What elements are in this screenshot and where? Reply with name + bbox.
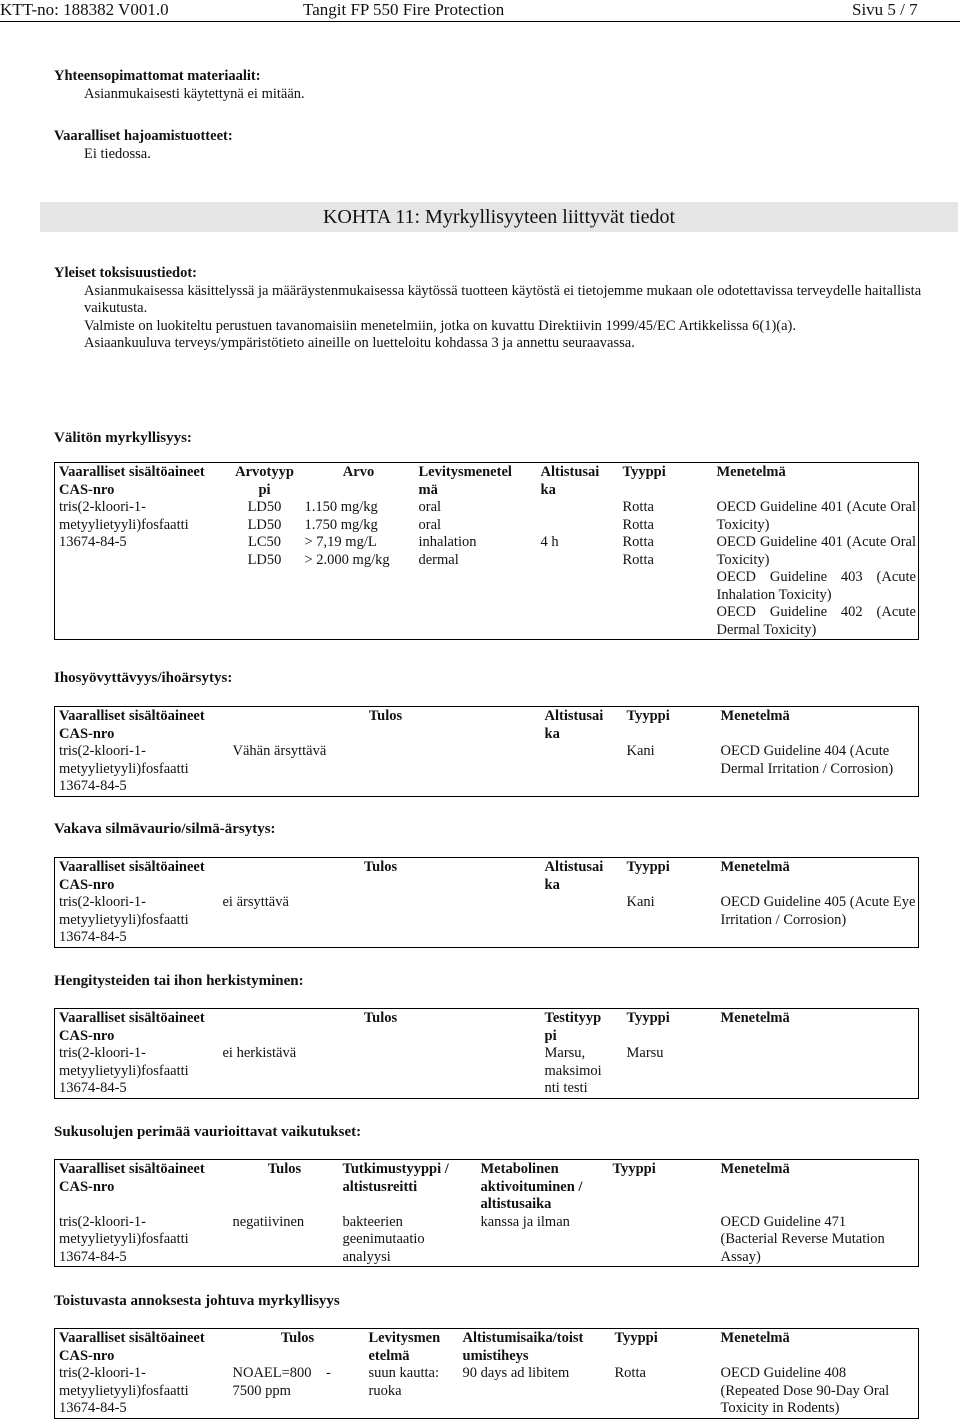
col-result: Tulos (280, 1330, 315, 1346)
col-substance: Vaaralliset sisältöaineet CAS-nro (59, 708, 205, 742)
repeated-dose-table (54, 1328, 919, 1419)
page-number: Sivu 5 / 7 (852, 0, 918, 19)
decomposition-heading: Vaaralliset hajoamistuotteet: (54, 128, 233, 144)
table-row (55, 499, 919, 640)
species-cell: Rotta Rotta Rotta Rotta (622, 499, 654, 568)
col-method: Menetelmä (720, 1330, 790, 1346)
product-name: Tangit FP 550 Fire Protection (303, 0, 505, 19)
sensitization-table (54, 1008, 919, 1099)
species-cell: Kani (626, 743, 655, 759)
study-type-cell: bakteerien geenimutaatio analyysi (342, 1213, 425, 1265)
exposure-cell (541, 743, 623, 796)
col-species: Tyyppi (626, 859, 670, 875)
general-toxicity-heading: Yleiset toksisuustiedot: (54, 265, 197, 281)
value-cell: 1.150 mg/kg 1.750 mg/kg > 7,19 mg/L > 2.000 mg/kg (304, 499, 390, 568)
table-row (55, 1365, 919, 1418)
general-toxicity-p2: Valmiste on luokiteltu perustuen tavanomaisiin menetelmiin, jotka on kuvattu Direktiivin 1999/45/EC Artikkelissa 6(1)(a). (84, 317, 796, 334)
species-cell: Rotta (614, 1365, 646, 1381)
method-cell: OECD Guideline 471 (Bacterial Reverse Mutation Assay) (720, 1213, 885, 1265)
col-exposure: Altistumisaika/toist umistiheys (462, 1330, 584, 1364)
result-cell: ei herkistävä (222, 1045, 297, 1061)
skin-irritation-heading: Ihosyövyttävyys/ihoärsytys: (54, 670, 233, 686)
col-method: Menetelmä (716, 464, 786, 480)
exposure-cell: 4 h (540, 534, 559, 550)
col-species: Tyyppi (626, 708, 670, 724)
col-substance: Vaaralliset sisältöaineet CAS-nro (59, 464, 205, 498)
result-cell: negatiivinen (232, 1213, 305, 1230)
method-cell: OECD Guideline 404 (Acute Dermal Irritation / Corrosion) (720, 743, 894, 777)
exposure-cell (541, 894, 623, 947)
col-test-type: Testityyp pi (544, 1010, 602, 1044)
col-result: Tulos (267, 1161, 302, 1177)
col-result: Tulos (363, 859, 398, 875)
substance-cell: tris(2-kloori-1- metyylietyyli)fosfaatti 13674-84-5 (59, 499, 189, 550)
decomposition-text: Ei tiedossa. (84, 145, 151, 162)
col-substance: Vaaralliset sisältöaineet CAS-nro (59, 1010, 205, 1044)
method-cell: OECD Guideline 405 (Acute Eye Irritation / Corrosion) (720, 894, 916, 928)
table-header-row (55, 1329, 919, 1366)
repeated-dose-heading: Toistuvasta annoksesta johtuva myrkyllisyys (54, 1293, 340, 1309)
col-substance: Vaaralliset sisältöaineet CAS-nro (59, 859, 205, 893)
col-method: Menetelmä (720, 859, 790, 875)
sensitization-heading: Hengitysteiden tai ihon herkistyminen: (54, 973, 304, 989)
activation-cell: kanssa ja ilman (480, 1213, 570, 1230)
header-rule (0, 21, 960, 22)
col-study-type: Tutkimustyyppi / altistusreitti (342, 1161, 449, 1195)
document-id: KTT-no: 188382 V001.0 (0, 0, 169, 19)
col-species: Tyyppi (626, 1010, 670, 1026)
table-row (55, 1214, 919, 1267)
table-header-row (55, 1160, 919, 1214)
table-row (55, 1045, 919, 1098)
col-exposure: Altistusai ka (540, 464, 600, 498)
col-activation: Metabolinen aktivoituminen / altistusaika (480, 1161, 583, 1212)
col-species: Tyyppi (612, 1161, 656, 1177)
decomposition-section (54, 128, 233, 163)
col-value-type: Arvotyyp pi (235, 464, 294, 498)
route-cell: suun kautta: ruoka (368, 1365, 439, 1399)
species-cell: Kani (626, 894, 655, 910)
mutagenicity-table (54, 1159, 919, 1267)
substance-cell: tris(2-kloori-1- metyylietyyli)fosfaatti 13674-84-5 (59, 1213, 189, 1265)
result-cell: ei ärsyttävä (222, 894, 289, 910)
eye-irritation-table (54, 857, 919, 948)
col-exposure: Altistusai ka (544, 859, 604, 893)
table-header-row (55, 707, 919, 744)
acute-toxicity-table (54, 462, 919, 640)
result-cell: NOAEL=800 - 7500 ppm (232, 1365, 331, 1399)
species-cell: Marsu (626, 1045, 664, 1061)
incompatible-heading: Yhteensopimattomat materiaalit: (54, 68, 261, 84)
col-species: Tyyppi (614, 1330, 658, 1346)
section-banner: KOHTA 11: Myrkyllisyyteen liittyvät tiedot (40, 202, 958, 232)
col-exposure: Altistusai ka (544, 708, 604, 742)
mutagenicity-heading: Sukusolujen perimää vaurioittavat vaikutukset: (54, 1124, 362, 1140)
exposure-cell: 90 days ad libitem (462, 1365, 570, 1381)
col-species: Tyyppi (622, 464, 666, 480)
substance-cell: tris(2-kloori-1- metyylietyyli)fosfaatti 13674-84-5 (59, 743, 189, 794)
general-toxicity-p1: Asianmukaisessa käsittelyssä ja määräystenmukaisessa käytössä tuotteen käytöstä ei tietojemme mukaan ole odotettavissa terveydelle haitallista vaikutusta. (84, 282, 922, 316)
col-result: Tulos (368, 708, 403, 724)
table-header-row (55, 463, 919, 500)
method-cell: OECD Guideline 408 (Repeated Dose 90-Day Oral Toxicity in Rodents) (720, 1365, 890, 1416)
col-substance: Vaaralliset sisältöaineet CAS-nro (59, 1161, 205, 1195)
substance-cell: tris(2-kloori-1- metyylietyyli)fosfaatti 13674-84-5 (59, 894, 189, 945)
table-row (55, 894, 919, 947)
method-cell: OECD Guideline 401 (Acute Oral Toxicity) OECD Guideline 401 (Acute Oral Toxicity) OECD Guideline 403 (Acute Inhalation Toxicity) OECD Guideline 402 (Acute Dermal Toxicity) (716, 499, 916, 638)
table-header-row (55, 1009, 919, 1046)
col-value: Arvo (342, 464, 375, 480)
col-method: Menetelmä (720, 1010, 790, 1026)
incompatible-text: Asianmukaisesti käytettynä ei mitään. (84, 85, 305, 102)
table-row (55, 743, 919, 796)
incompatible-materials-section (54, 68, 305, 103)
col-route: Levitysmenetel mä (418, 464, 512, 498)
substance-cell: tris(2-kloori-1- metyylietyyli)fosfaatti 13674-84-5 (59, 1365, 189, 1416)
route-cell: oral oral inhalation dermal (418, 499, 477, 568)
species-cell (609, 1214, 717, 1267)
result-cell: Vähän ärsyttävä (232, 743, 327, 759)
test-type-cell: Marsu, maksimoi nti testi (544, 1045, 602, 1096)
acute-toxicity-heading: Välitön myrkyllisyys: (54, 430, 192, 446)
col-method: Menetelmä (720, 708, 790, 724)
col-method: Menetelmä (720, 1161, 790, 1177)
substance-cell: tris(2-kloori-1- metyylietyyli)fosfaatti 13674-84-5 (59, 1045, 189, 1096)
method-cell (717, 1045, 919, 1098)
skin-irritation-table (54, 706, 919, 797)
eye-irritation-heading: Vakava silmävaurio/silmä-ärsytys: (54, 821, 276, 837)
col-result: Tulos (363, 1010, 398, 1026)
value-type-cell: LD50 LD50 LC50 LD50 (247, 499, 282, 568)
general-toxicity-p3: Asiaankuuluva terveys/ympäristötieto aineille on luetteloitu kohdassa 3 ja annettu seuraavassa. (84, 335, 635, 351)
col-substance: Vaaralliset sisältöaineet CAS-nro (59, 1330, 205, 1364)
col-route: Levitysmen etelmä (368, 1330, 441, 1364)
page-header (0, 0, 960, 22)
table-header-row (55, 858, 919, 895)
general-toxicity-section (54, 265, 934, 353)
